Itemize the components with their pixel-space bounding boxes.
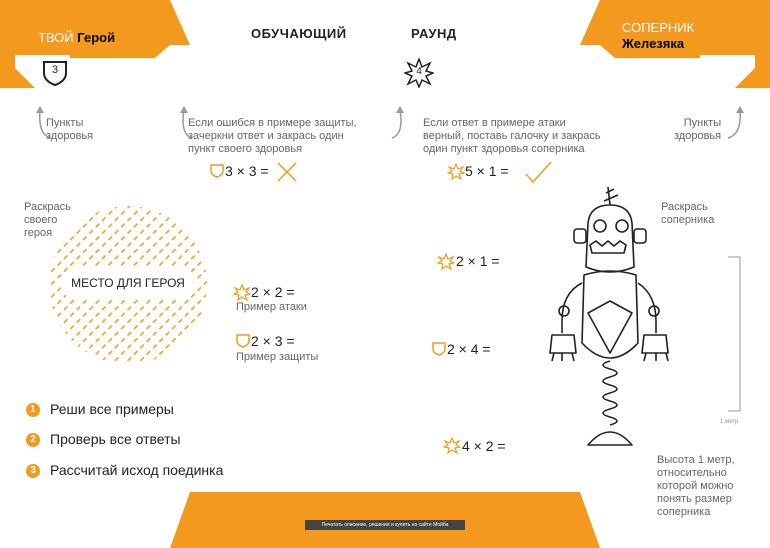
height-note: Высота 1 метр, относительно которой можно понять размер соперника (657, 454, 735, 518)
title-left: ОБУЧАЮЩИЙ (251, 26, 347, 41)
hero-hp-value: 3 (51, 64, 59, 76)
arrow-up-icon (722, 104, 752, 140)
task-3: 4 × 2 = (462, 438, 506, 454)
step-number: 2 (26, 433, 40, 447)
hero-name: Герой (77, 30, 116, 45)
shield-icon (236, 334, 250, 348)
defense-sample-caption: Пример защиты (236, 351, 319, 363)
step-2: 2 Проверь все ответы (26, 431, 181, 447)
meter-label: 1 метр (720, 419, 739, 425)
burst-icon (443, 437, 461, 455)
burst-icon (233, 284, 251, 302)
health-note-right: Пункты здоровья (674, 117, 722, 142)
step-number: 3 (26, 464, 40, 478)
robot-opponent-illustration (548, 183, 678, 463)
bottom-banner (150, 492, 620, 548)
task-1: 2 × 1 = (456, 253, 500, 269)
height-bracket (726, 255, 746, 415)
task-2: 2 × 4 = (447, 341, 491, 357)
step-3: 3 Рассчитай исход поединка (26, 462, 223, 478)
attack-sample-caption: Пример атаки (236, 301, 307, 313)
burst-icon (447, 163, 465, 181)
color-hero-note: Раскрась своего героя (24, 201, 71, 239)
health-note-left: Пункты здоровья (46, 117, 94, 142)
attack-sample: 2 × 2 = (251, 284, 295, 300)
burst-icon (437, 253, 455, 271)
defense-example: 3 × 3 = (225, 163, 269, 179)
attack-rule: Если ответ в примере атаки верный, поставь галочку и закрась один пункт здоровья соперника (423, 117, 601, 155)
title-right: РАУНД (411, 26, 457, 41)
opponent-name: Железяка (622, 36, 685, 51)
color-opponent-note: Раскрась соперника (661, 201, 715, 226)
cross-mark-icon (275, 160, 299, 184)
opponent-label: СОПЕРНИК (622, 20, 695, 35)
hero-label: ТВОЙ Герой (38, 30, 116, 45)
arrow-up-icon (382, 104, 412, 140)
opponent-hp-value: 4 (416, 66, 422, 77)
check-mark-icon (523, 158, 553, 186)
footer-note: Печатать описание, решения и купить на сайте Мойба (321, 522, 449, 528)
shield-icon (432, 342, 446, 356)
defense-rule: Если ошибся в примере защиты, зачеркни ответ и закрась один пункт своего здоровья (188, 117, 357, 155)
step-number: 1 (26, 403, 40, 417)
step-1: 1 Реши все примеры (26, 401, 174, 417)
hero-place-label: МЕСТО ДЛЯ ГЕРОЯ (71, 276, 185, 290)
shield-icon (210, 164, 224, 178)
attack-example: 5 × 1 = (465, 163, 509, 179)
defense-sample: 2 × 3 = (251, 333, 295, 349)
